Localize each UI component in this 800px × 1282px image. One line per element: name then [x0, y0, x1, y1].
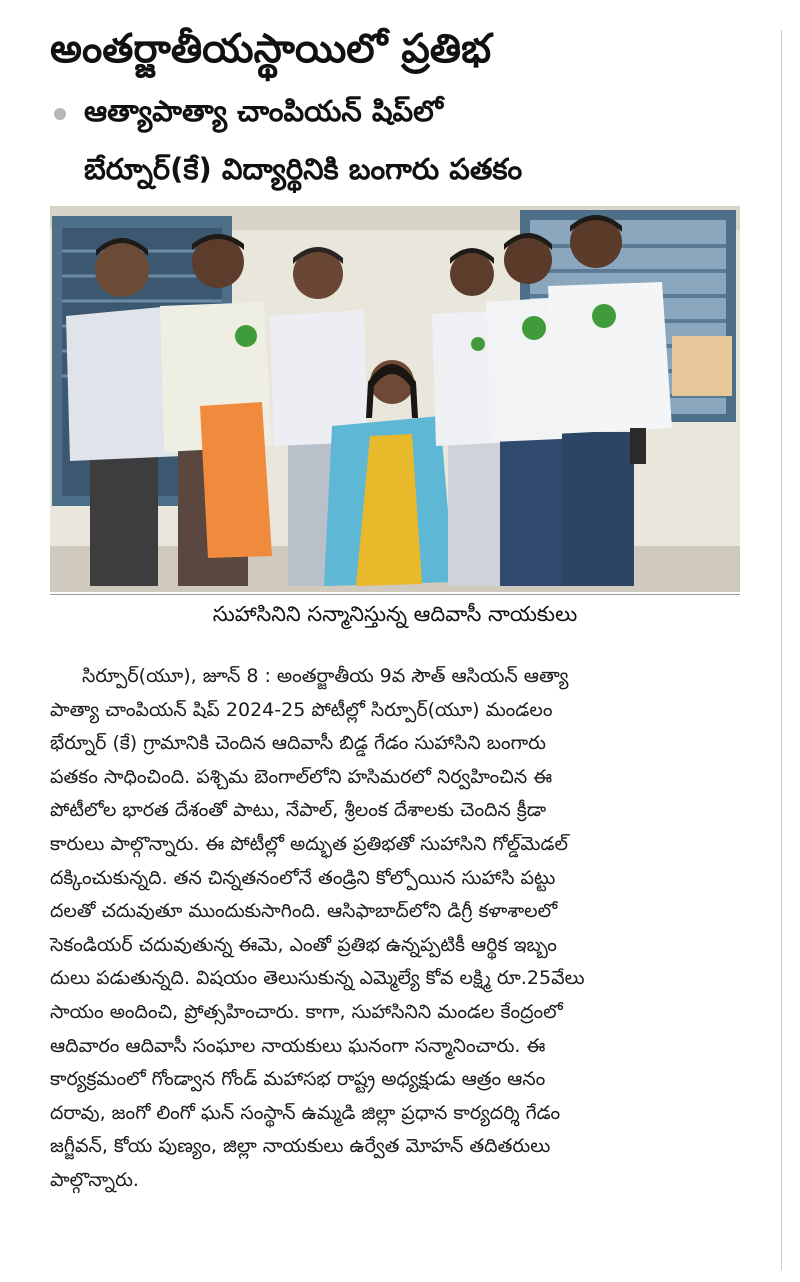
body-line: దరావు, జంగో లింగో ఘన్ సంస్థాన్ ఉమ్మడి జిల్లా ప్రధాన కార్యదర్శి గేడం — [50, 1101, 561, 1124]
bullet-dot-icon — [54, 108, 66, 120]
body-line: సిర్పూర్(యూ), జూన్ 8 : అంతర్జాతీయ 9వ సౌత్ ఆసియన్ ఆత్యా — [82, 665, 569, 687]
column-rule — [781, 30, 782, 1270]
subheadline-line-1: ఆత్యాపాత్యా చాంపియన్ షిప్‌లో — [84, 94, 443, 128]
body-line: భేర్నూర్ (కే) గ్రామానికి చెందిన ఆదివాసీ బిడ్డ గేడం సుహాసిని బంగారు — [50, 732, 546, 755]
body-line: పతకం సాధించింది. పశ్చిమ బెంగాల్‌లోని హసిమరలో నిర్వహించిన ఈ — [50, 765, 553, 788]
body-line: సెకండియర్ చదువుతున్న ఈమె, ఎంతో ప్రతిభ ఉన్నప్పటికీ ఆర్థిక ఇబ్బం — [50, 933, 557, 956]
article-photo — [50, 206, 740, 592]
body-line: పాల్గొన్నారు. — [50, 1168, 139, 1191]
body-line: దులు పడుతున్నది. విషయం తెలుసుకున్న ఎమ్మెల్యే కోవ లక్ష్మి రూ.25వేలు — [50, 967, 585, 990]
body-line: కార్యక్రమంలో గోండ్వాన గోండ్ మహాసభ రాష్ట్ర అధ్యక్షుడు ఆత్రం ఆనం — [50, 1068, 546, 1091]
body-line: పాత్యా చాంపియన్ షిప్ 2024-25 పోటీల్లో సిర్పూర్(యూ) మండలం — [50, 698, 553, 721]
body-line: కారులు పాల్గొన్నారు. ఈ పోటీల్లో అద్భుత ప్రతిభతో సుహాసిని గోల్డ్‌మెడల్ — [50, 832, 569, 855]
body-line: సాయం అందించి, ప్రోత్సహించారు. కాగా, సుహాసినిని మండల కేంద్రంలో — [50, 1000, 563, 1023]
body-line: దక్కించుకున్నది. తన చిన్నతనంలోనే తండ్రిని కోల్పోయిన సుహాసి పట్టు — [50, 866, 556, 889]
article-body — [50, 660, 750, 1198]
article-headline: అంతర్జాతీయస్థాయిలో ప్రతిభ — [50, 26, 492, 72]
caption-divider — [50, 594, 740, 595]
body-line: ఆదివారం ఆదివాసీ సంఘాల నాయకులు ఘనంగా సన్మానించారు. ఈ — [50, 1034, 546, 1057]
photo-caption: సుహాసినిని సన్మానిస్తున్న ఆదివాసీ నాయకులు — [212, 602, 578, 626]
body-line: పోటీలోల భారత దేశంతో పాటు, నేపాల్, శ్రీలంక దేశాలకు చెందిన క్రీడా — [50, 799, 547, 822]
body-line: దలతో చదువుతూ ముందుకుసాగింది. ఆసిఫాబాద్‌లోని డిగ్రీ కళాశాలలో — [50, 900, 558, 923]
subheadline-line-2: బేర్నూర్(కే) విద్యార్థినికి బంగారు పతకం — [84, 152, 523, 186]
body-line: జగ్జీవన్, కోయ పుణ్యం, జిల్లా నాయకులు ఉర్వేత మోహన్ తదితరులు — [50, 1135, 551, 1158]
